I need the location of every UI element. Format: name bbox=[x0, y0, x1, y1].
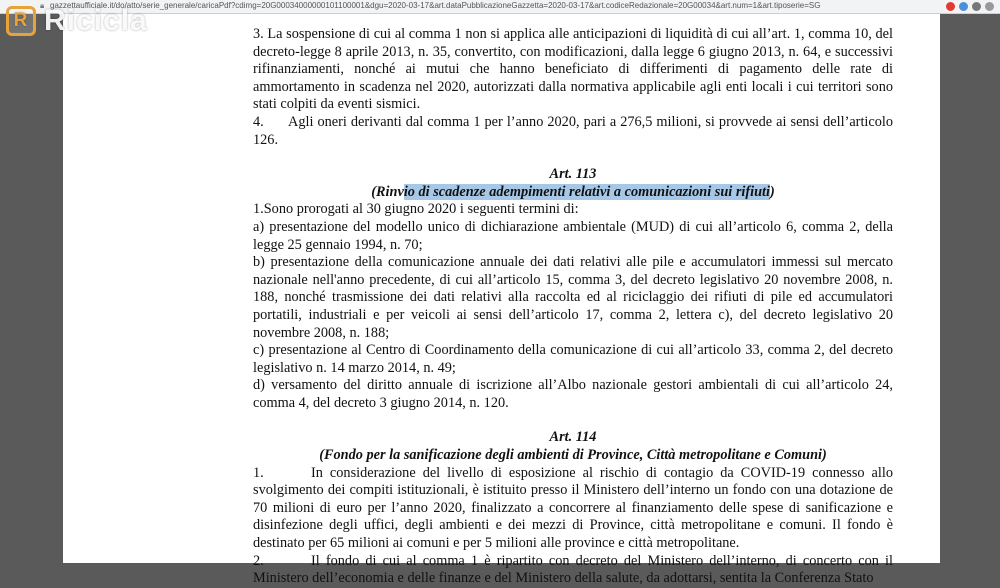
art-114-title: (Fondo per la sanificazione degli ambienti di Province, Città metropolitane e Comuni) bbox=[319, 447, 827, 464]
text-selection-highlight[interactable]: io di scadenze adempimenti relativi a comunicazioni sui rifiuti bbox=[403, 183, 770, 200]
art-113-item-a: a) presentazione del modello unico di dichiarazione ambientale (MUD) di cui all’articolo 6, comma 2, della legge 25 gennaio 1994, n. 70; bbox=[253, 218, 893, 253]
paragraph-comma-4: 4. Agli oneri derivanti dal comma 1 per l’anno 2020, pari a 276,5 milioni, si provvede ai sensi dell’articolo 126. bbox=[253, 113, 893, 148]
art-114-comma-2: 2. Il fondo di cui al comma 1 è ripartito con decreto del Ministero dell’interno, di concerto con il Ministero dell’economia e delle finanze e del Ministero della salute, da adottarsi, sentita la Conferenza Stato bbox=[253, 552, 893, 587]
menu-icon[interactable] bbox=[985, 2, 994, 11]
comma-number: 2. bbox=[253, 552, 264, 569]
paragraph-comma-3: 3. La sospensione di cui al comma 1 non si applica alle anticipazioni di liquidità di cui all’art. 1, comma 10, del decreto-legge 8 aprile 2013, n. 35, convertito, con modificazioni, dalla legge 6 giugno 2013, n. 64, e successivi rifinanziamenti, nonché ai mutui che hanno beneficiato di differimenti di pagamento delle rate di ammortamento in scadenza nel 2020, autorizzati dalla normativa applicabile agli enti locali i cui territori sono stati colpiti da eventi sismici. bbox=[253, 26, 893, 113]
art-113-item-b: b) presentazione della comunicazione annuale dei dati relativi alle pile e accumulatori immessi sul mercato nazionale nell'anno precedente, di cui all’articolo 15, comma 3, del decreto legislativo 20 novembre 2008, n. 188, nonché trasmissione dei dati relativi alla raccolta ed al riciclaggio dei rifiuti di pile ed accumulatori portatili, industriali e per veicoli ai sensi dell’articolo 17, comma 2, lettera c), del decreto legislativo 20 novembre 2008, n. 188; bbox=[253, 254, 893, 341]
comma-number: 4. bbox=[253, 113, 264, 130]
art-113-heading: Art. 113 bbox=[549, 166, 597, 183]
art-114-comma-1: 1. In considerazione del livello di esposizione al rischio di contagio da COVID-19 connesso allo svolgimento dei compiti istituzionali, è istituito presso il Ministero dell’interno un fondo con una dotazione de 70 milioni di euro per l’anno 2020, finalizzato a concorrere al finanziamento delle spese di sanificazione e disinfezione degli uffici, degli ambienti e dei mezzi di Province, città metropolitane e comuni. Il fondo è destinato per 65 milioni ai comuni e per 5 milioni alle province e città metropolitane. bbox=[253, 464, 893, 552]
browser-address-bar bbox=[0, 0, 1000, 14]
extension-icons bbox=[946, 2, 994, 11]
document-body bbox=[253, 26, 893, 588]
ricicla-watermark bbox=[6, 4, 148, 38]
comma-number: 1. bbox=[253, 464, 264, 481]
art-114-heading: Art. 114 bbox=[549, 429, 597, 446]
lock-icon: 🔒︎ bbox=[40, 1, 45, 10]
extension-icon-gray[interactable] bbox=[972, 2, 981, 11]
extension-icon-red[interactable] bbox=[946, 2, 955, 11]
art-113-title: (Rinvio di scadenze adempimenti relativi a comunicazioni sui rifiuti) bbox=[371, 183, 775, 200]
art-113-intro: 1.Sono prorogati al 30 giugno 2020 i seguenti termini di: bbox=[253, 201, 579, 218]
url-field[interactable]: gazzettaufficiale.it/do/atto/serie_generale/caricaPdf?cdimg=20G00034000000101100001&dgu=2020-03-17&art.dataPubblicazioneGazzetta=2020-03-17&art.codiceRedazionale=20G00034&art.num=1&art.tiposerie=SG bbox=[50, 1, 821, 10]
art-113-item-c: c) presentazione al Centro di Coordinamento della comunicazione di cui all’articolo 33, comma 2, del decreto legislativo n. 14 marzo 2014, n. 49; bbox=[253, 342, 893, 376]
ricicla-logo-icon: R bbox=[6, 6, 36, 36]
pdf-page bbox=[63, 14, 940, 587]
art-113-item-d: d) versamento del diritto annuale di iscrizione all’Albo nazionale gestori ambientali di cui all’articolo 24, comma 4, del decreto 3 giugno 2014, n. 120. bbox=[253, 377, 893, 411]
ricicla-logo-text: Ricicla bbox=[44, 4, 148, 37]
extension-icon-blue[interactable] bbox=[959, 2, 968, 11]
